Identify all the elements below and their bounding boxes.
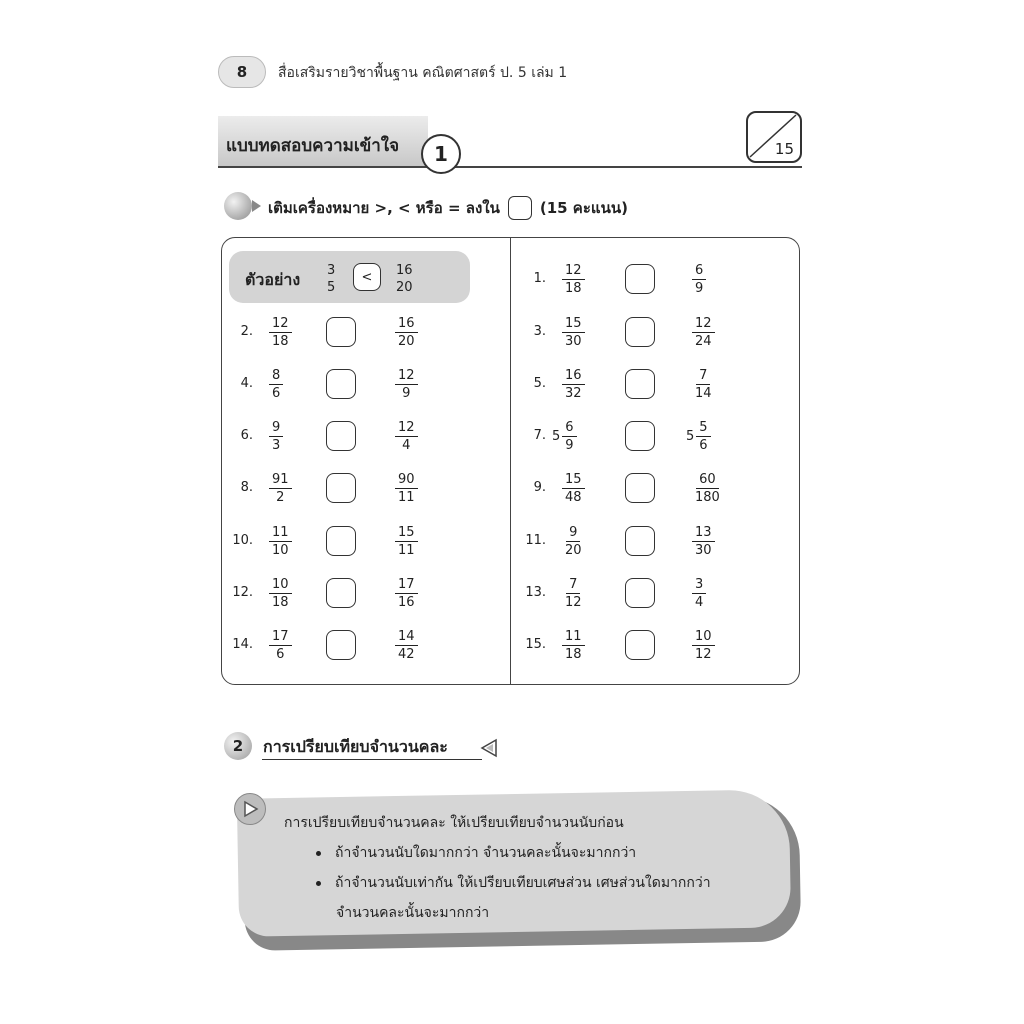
fraction [692, 628, 715, 663]
problem-number: 13. [525, 585, 546, 600]
answer-box[interactable] [625, 264, 655, 294]
fraction-body [269, 367, 283, 402]
fraction-numerator: 16 [395, 315, 418, 333]
section2-underline [262, 759, 482, 760]
section1-number: 1 [421, 134, 461, 174]
fraction-numerator: 12 [395, 367, 418, 385]
fraction-body [395, 576, 418, 611]
problem-number: 7. [533, 428, 546, 443]
fraction-denominator: 20 [396, 280, 413, 295]
fraction [562, 471, 585, 506]
fraction-body [269, 419, 283, 454]
fraction-numerator: 12 [269, 315, 292, 333]
fraction [395, 367, 418, 402]
fraction-denominator: 24 [695, 334, 712, 349]
fraction-body [269, 628, 292, 663]
fraction-numerator: 12 [562, 262, 585, 280]
fraction-body [395, 471, 418, 506]
bullet-dot-icon [316, 851, 321, 856]
fraction [692, 576, 706, 611]
fraction-numerator: 16 [562, 367, 585, 385]
page-number: 8 [218, 56, 266, 88]
fraction [395, 315, 418, 350]
fraction-numerator: 8 [269, 367, 283, 385]
fraction-body [696, 419, 710, 454]
fraction [692, 262, 706, 297]
answer-box[interactable] [326, 526, 356, 556]
answer-box[interactable] [625, 473, 655, 503]
answer-box[interactable] [326, 578, 356, 608]
fraction-numerator: 3 [327, 263, 336, 278]
fraction [395, 524, 418, 559]
answer-box[interactable] [326, 473, 356, 503]
answer-box[interactable] [625, 630, 655, 660]
example-answer-box: < [353, 263, 381, 291]
fraction-numerator: 3 [692, 576, 706, 594]
fraction-denominator: 42 [398, 647, 415, 662]
note-bullet-2-cont: จำนวนคละนั้นจะมากกว่า [336, 905, 490, 921]
fraction [692, 524, 715, 559]
fraction-numerator: 11 [269, 524, 292, 542]
fraction-denominator: 11 [398, 490, 415, 505]
problem-number: 8. [240, 480, 253, 495]
section1-title: แบบทดสอบความเข้าใจ [226, 136, 400, 156]
fraction-denominator: 20 [565, 543, 582, 558]
fraction-body [269, 576, 292, 611]
fraction-numerator: 15 [562, 315, 585, 333]
problem-number: 15. [525, 637, 546, 652]
problem-number: 4. [240, 376, 253, 391]
fraction-numerator: 11 [562, 628, 585, 646]
fraction-body [692, 628, 715, 663]
example-left-fraction [324, 262, 338, 296]
fraction-body [269, 315, 292, 350]
mixed-number [552, 419, 577, 454]
fraction [395, 419, 418, 454]
fraction-numerator: 12 [692, 315, 715, 333]
note-bullet-1 [316, 842, 636, 864]
fraction-numerator: 6 [562, 419, 576, 437]
fraction-denominator: 9 [402, 386, 411, 401]
fraction-denominator: 10 [272, 543, 289, 558]
fraction-numerator: 10 [692, 628, 715, 646]
fraction [269, 419, 283, 454]
fraction-denominator: 20 [398, 334, 415, 349]
whole-part: 5 [686, 429, 695, 444]
fraction-body [395, 419, 418, 454]
fraction-numerator: 7 [566, 576, 580, 594]
bullet-arrow-icon [252, 200, 261, 212]
fraction [395, 628, 418, 663]
problem-number: 2. [240, 324, 253, 339]
mixed-number [686, 419, 711, 454]
fraction [269, 471, 292, 506]
fraction-body [269, 471, 292, 506]
problem-number: 9. [533, 480, 546, 495]
fraction [269, 524, 292, 559]
fraction-denominator: 6 [276, 647, 285, 662]
fraction-denominator: 11 [398, 543, 415, 558]
note-bullet-text: ถ้าจำนวนนับใดมากกว่า จำนวนคละนั้นจะมากกว่า [335, 845, 637, 861]
fraction-denominator: 9 [565, 438, 574, 453]
fraction-numerator: 91 [269, 471, 292, 489]
answer-box[interactable] [625, 578, 655, 608]
note-bullet-text: ถ้าจำนวนนับเท่ากัน ให้เปรียบเทียบเศษส่วน เศษส่วนใดมากกว่า [335, 875, 711, 891]
fraction-denominator: 180 [695, 490, 720, 505]
bullet-ball-icon [224, 192, 252, 220]
fraction-body [269, 524, 292, 559]
problem-number: 12. [232, 585, 253, 600]
fraction [692, 471, 723, 506]
instruction-text: เติมเครื่องหมาย >, < หรือ = ลงใน [268, 199, 500, 217]
answer-box[interactable] [326, 421, 356, 451]
score-total: 15 [774, 140, 794, 158]
fraction-body [562, 419, 576, 454]
fraction-body [692, 367, 715, 402]
answer-box[interactable] [625, 526, 655, 556]
fraction-body [562, 262, 585, 297]
problem-number: 14. [232, 637, 253, 652]
instruction-points: (15 คะแนน) [539, 199, 628, 217]
fraction-denominator: 4 [402, 438, 411, 453]
fraction-denominator: 32 [565, 386, 582, 401]
fraction-body [395, 628, 418, 663]
whole-part: 5 [552, 429, 561, 444]
fraction-denominator: 18 [565, 281, 582, 296]
fraction [562, 262, 585, 297]
problem-number: 5. [533, 376, 546, 391]
answer-box-icon [508, 196, 532, 220]
fraction [562, 367, 585, 402]
problem-number: 10. [232, 533, 253, 548]
fraction-body [692, 262, 706, 297]
fraction [395, 471, 418, 506]
fraction-denominator: 5 [327, 280, 336, 295]
fraction-numerator: 15 [562, 471, 585, 489]
fraction-body [562, 628, 585, 663]
answer-box[interactable] [625, 317, 655, 347]
problem-number: 1. [533, 271, 546, 286]
section1-rule [218, 166, 802, 168]
fraction-denominator: 30 [695, 543, 712, 558]
note-intro: การเปรียบเทียบจำนวนคละ ให้เปรียบเทียบจำนวนนับก่อน [284, 815, 624, 831]
fraction-denominator: 30 [565, 334, 582, 349]
fraction-denominator: 3 [272, 438, 281, 453]
fraction [562, 315, 585, 350]
fraction-body [395, 315, 418, 350]
answer-box[interactable] [625, 421, 655, 451]
grid-divider [510, 237, 511, 685]
fraction-numerator: 7 [696, 367, 710, 385]
fraction [269, 576, 292, 611]
bullet-dot-icon [316, 881, 321, 886]
play-triangle-icon [234, 793, 266, 825]
fraction-body [562, 367, 585, 402]
fraction-denominator: 4 [695, 595, 704, 610]
answer-box[interactable] [326, 369, 356, 399]
fraction-numerator: 9 [269, 419, 283, 437]
fraction-numerator: 90 [395, 471, 418, 489]
problem-number: 6. [240, 428, 253, 443]
fraction [395, 576, 418, 611]
fraction [562, 524, 585, 559]
fraction-numerator: 9 [566, 524, 580, 542]
fraction-body [562, 315, 585, 350]
triangle-left-icon [480, 738, 498, 758]
fraction-denominator: 12 [565, 595, 582, 610]
fraction [562, 576, 585, 611]
fraction-numerator: 10 [269, 576, 292, 594]
answer-box[interactable] [326, 630, 356, 660]
fraction-numerator: 17 [269, 628, 292, 646]
fraction-denominator: 12 [695, 647, 712, 662]
fraction-body [562, 471, 585, 506]
fraction-body [692, 471, 723, 506]
answer-box[interactable] [326, 317, 356, 347]
fraction-denominator: 2 [276, 490, 285, 505]
problem-number: 11. [525, 533, 546, 548]
note-bullet-2 [316, 872, 711, 894]
fraction-denominator: 18 [272, 595, 289, 610]
fraction-body [562, 524, 585, 559]
fraction-numerator: 15 [395, 524, 418, 542]
section2-number: 2 [224, 732, 252, 760]
fraction-denominator: 14 [695, 386, 712, 401]
fraction-numerator: 13 [692, 524, 715, 542]
fraction-body [692, 315, 715, 350]
answer-box[interactable] [625, 369, 655, 399]
score-box [746, 111, 802, 163]
example-label: ตัวอย่าง [245, 270, 301, 289]
fraction-numerator: 17 [395, 576, 418, 594]
fraction-denominator: 6 [699, 438, 708, 453]
example-right-fraction [393, 262, 416, 296]
fraction-numerator: 14 [395, 628, 418, 646]
fraction-body [692, 524, 715, 559]
fraction-denominator: 6 [272, 386, 281, 401]
fraction-body [395, 367, 418, 402]
fraction-denominator: 48 [565, 490, 582, 505]
fraction [692, 315, 715, 350]
fraction-numerator: 5 [696, 419, 710, 437]
fraction-denominator: 18 [272, 334, 289, 349]
fraction-body [692, 576, 706, 611]
fraction-denominator: 18 [565, 647, 582, 662]
fraction-numerator: 12 [395, 419, 418, 437]
book-title: สื่อเสริมรายวิชาพื้นฐาน คณิตศาสตร์ ป. 5 เล่ม 1 [278, 65, 568, 81]
fraction-denominator: 16 [398, 595, 415, 610]
fraction-numerator: 60 [696, 471, 719, 489]
instruction [268, 196, 628, 220]
fraction-numerator: 16 [396, 263, 413, 278]
fraction [269, 628, 292, 663]
problem-number: 3. [533, 324, 546, 339]
fraction [692, 367, 715, 402]
fraction [269, 315, 292, 350]
fraction [269, 367, 283, 402]
fraction-body [395, 524, 418, 559]
fraction-denominator: 9 [695, 281, 704, 296]
fraction [562, 628, 585, 663]
fraction-body [562, 576, 585, 611]
fraction-numerator: 6 [692, 262, 706, 280]
section2-title: การเปรียบเทียบจำนวนคละ [263, 737, 448, 756]
